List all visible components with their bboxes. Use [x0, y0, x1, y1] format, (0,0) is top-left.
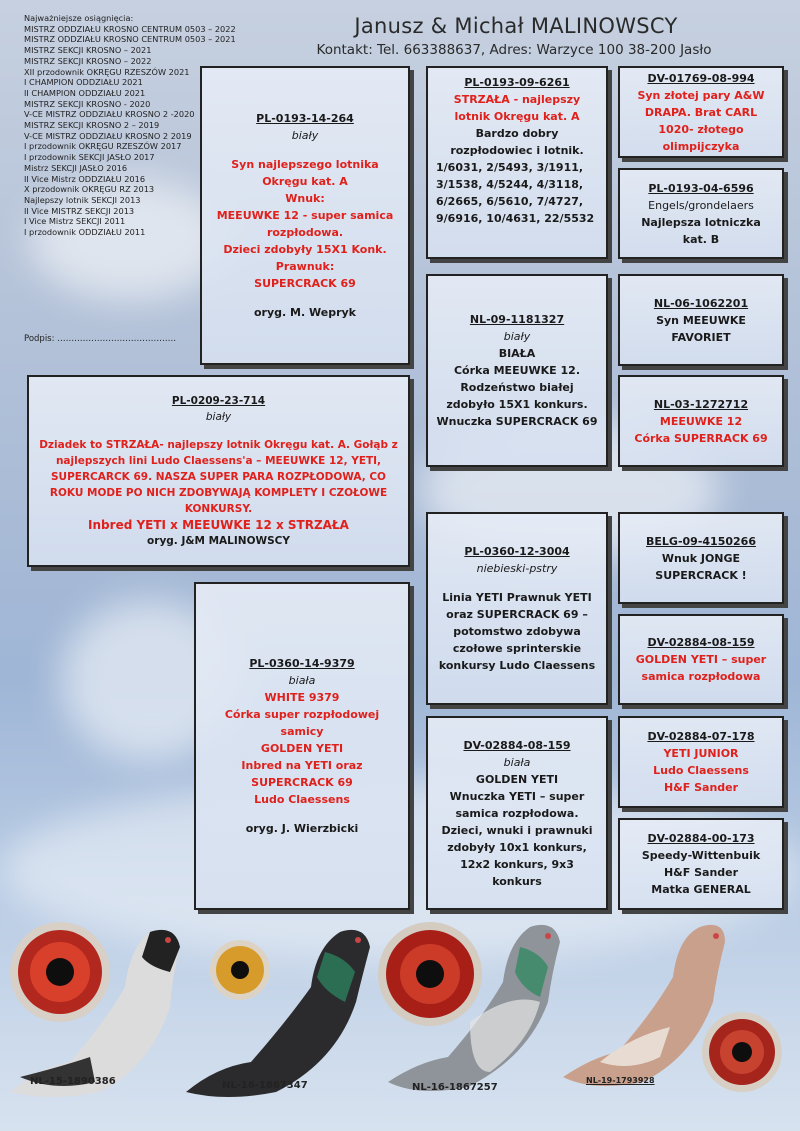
ring-number: NL-03-1272712 — [653, 397, 749, 411]
pigeon-eye-photo — [210, 940, 270, 1000]
origin: oryg. M. Wepryk — [254, 306, 356, 319]
great-grandmother-card — [618, 614, 784, 705]
bird-name: BIAŁA — [498, 347, 536, 360]
bird-description: Syn MEEUWKE FAVORIET — [656, 313, 746, 344]
ring-number: PL-0209-23-714 — [171, 395, 266, 407]
pedigree-line: MEEUWKE 12 - super samica rozpłodowa. — [216, 209, 394, 239]
origin: oryg. J&M MALINOWSCY — [147, 535, 290, 547]
bird-line: H&F Sander — [663, 781, 739, 794]
bird-description: Córka MEEUWKE 12. Rodzeństwo białej zdobyło 15X1 konkurs. Wnuczka SUPERCRACK 69 — [436, 364, 598, 428]
signature-line: Podpis: …………………………………… — [24, 334, 177, 344]
main-bird-card — [27, 375, 410, 567]
ring-number: PL-0360-14-9379 — [249, 657, 355, 670]
achievement-item: II Vice MISTRZ SEKCJI 2013 — [24, 205, 135, 216]
bird-line: Engels/grondelaers — [648, 198, 754, 212]
achievement-item: MISTRZ SEKCJI KROSNO - 2020 — [24, 98, 151, 109]
achievement-item: I Vice Mistrz SEKCJI 2011 — [24, 216, 126, 227]
ring-number: DV-02884-08-159 — [463, 738, 571, 752]
pedigree-line: SUPERCRACK 69 — [254, 277, 356, 290]
grandfather-card — [426, 66, 608, 259]
great-grandmother-card — [618, 818, 784, 910]
great-grandmother-card — [618, 168, 784, 259]
pedigree-line: GOLDEN YETI — [260, 742, 344, 755]
achievement-item: II Vice Mistrz ODDZIAŁU 2016 — [24, 173, 146, 184]
achievement-item: MISTRZ SEKCJI KROSNO – 2022 — [24, 55, 152, 66]
achievement-item: Najlepszy lotnik SEKCJI 2013 — [24, 194, 141, 205]
achievement-item: V-CE MISTRZ ODDZIAŁU KROSNO 2 2019 — [24, 130, 192, 141]
bird-color: biały — [291, 129, 319, 142]
bird-description: Syn złotej pary A&W DRAPA. Brat CARL 1020- złotego olimpijczyka — [637, 88, 765, 153]
bird-description: Córka SUPERRACK 69 — [634, 431, 768, 445]
bird-color: biała — [288, 674, 316, 687]
achievement-item: I przodownik SEKCJI JASŁO 2017 — [24, 152, 155, 163]
photo-caption: NL-19-1793928 — [586, 1076, 655, 1085]
pedigree-line: Inbred na YETI oraz — [241, 759, 363, 772]
bird-name: GOLDEN YETI — [475, 772, 559, 786]
bird-color: biały — [503, 330, 531, 343]
father-card — [200, 66, 410, 365]
bird-line: Ludo Claessens — [653, 764, 749, 777]
ring-number: DV-02884-00-173 — [647, 832, 755, 845]
pedigree-line: Wnuk: — [285, 192, 325, 205]
bird-description: Wnuczka YETI – super samica rozpłodowa. Dzieci, wnuki i prawnuki zdobyły 10x1 konkurs, 12x2 konkurs, 9x3 konkurs — [441, 789, 593, 888]
pigeon-eye-photo — [10, 922, 110, 1022]
achievement-item: Mistrz SEKCJI JASŁO 2016 — [24, 162, 128, 173]
bird-description: Bardzo dobry rozpłodowiec i lotnik. — [450, 127, 584, 157]
bird-description: Linia YETI Prawnuk YETI oraz SUPERCRACK 69 – potomstwo zdobywa czołowe sprinterskie konkursy Ludo Claessens — [438, 591, 596, 672]
achievement-item: I CHAMPION ODDZIAŁU 2021 — [24, 77, 143, 88]
achievement-item: II CHAMPION ODDZIAŁU 2021 — [24, 87, 146, 98]
pedigree-line: Okręgu kat. A — [262, 175, 348, 188]
achievement-item: MISTRZ ODDZIAŁU KROSNO CENTRUM 0503 – 2022 — [24, 23, 236, 34]
pigeon-photo — [563, 925, 725, 1086]
pigeon-photo — [186, 930, 370, 1097]
race-results: 1/6031, 2/5493, 3/1911, 3/1538, 4/5244, 4/3118, 6/2665, 6/5610, 7/4727, 9/6916, 10/4631, 22/5532 — [436, 161, 595, 225]
grandmother-card — [426, 716, 608, 910]
ring-number: PL-0193-14-264 — [256, 112, 354, 125]
achievement-item: I przodownik OKRĘGU RZESZÓW 2017 — [24, 141, 182, 152]
ring-number: NL-09-1181327 — [469, 313, 565, 326]
ring-number: DV-02884-08-159 — [647, 636, 755, 649]
ring-number: DV-02884-07-178 — [647, 730, 755, 743]
pedigree-line: SUPERCRACK 69 — [251, 776, 353, 789]
ring-number: BELG-09-4150266 — [646, 534, 756, 548]
bird-color: biała — [503, 755, 531, 769]
grandmother-card — [426, 274, 608, 467]
ring-number: PL-0193-09-6261 — [464, 76, 570, 89]
great-grandfather-card — [618, 716, 784, 808]
achievement-item: MISTRZ SEKCJI KROSNO – 2021 — [24, 45, 152, 56]
bird-description: Wnuk JONGE SUPERCRACK ! — [655, 551, 747, 582]
pedigree-line: Prawnuk: — [275, 260, 335, 273]
ring-number: PL-0193-04-6596 — [648, 181, 754, 195]
bird-title: STRZAŁA - najlepszy lotnik Okręgu kat. A — [453, 93, 581, 123]
bird-line: Matka GENERAL — [651, 883, 751, 896]
breeder-name: Janusz & Michał MALINOWSCY — [354, 14, 678, 38]
grandfather-card — [426, 512, 608, 705]
breeder-contact: Kontakt: Tel. 663388637, Adres: Warzyce 100 38-200 Jasło — [316, 42, 712, 58]
bird-color: niebieski-pstry — [476, 562, 558, 575]
bird-description: GOLDEN YETI – super samica rozpłodowa — [635, 653, 767, 683]
achievement-item: Najważniejsze osiągnięcia: — [24, 13, 134, 23]
pedigree-line: Ludo Claessens — [254, 793, 350, 806]
pedigree-line: Dzieci zdobyły 15X1 Konk. — [223, 243, 387, 256]
ring-number: DV-01769-08-994 — [647, 71, 755, 85]
bird-color: biały — [205, 411, 232, 423]
achievement-item: MISTRZ ODDZIAŁU KROSNO CENTRUM 0503 – 2021 — [24, 34, 236, 45]
bird-description: Dziadek to STRZAŁA- najlepszy lotnik Okręgu kat. A. Gołąb z najlepszych lini Ludo Claessens'a – MEEUWKE 12, YETI, SUPERCARCK 69. NASZA SUPER PARA ROZPŁODOWA, CO ROKU MODE PO NICH ZDOBYWAJĄ KOMPLETY I CZOŁOWE KONKURSY. — [39, 439, 398, 515]
achievement-item: I przodownik ODDZIAŁU 2011 — [24, 227, 146, 238]
photo-caption: NL-15-1890386 — [30, 1076, 116, 1087]
pigeon-photos — [0, 912, 800, 1131]
great-grandfather-card — [618, 274, 784, 366]
achievement-item: X przodownik OKRĘGU RZ 2013 — [24, 184, 155, 195]
pigeon-eye-photo — [378, 922, 482, 1026]
great-grandfather-card — [618, 66, 784, 158]
inbred-line: Inbred YETI x MEEUWKE 12 x STRZAŁA — [88, 518, 349, 532]
bird-line: H&F Sander — [663, 866, 739, 879]
achievement-item: MISTRZ SEKCJI KROSNO 2 – 2019 — [24, 120, 160, 131]
mother-card — [194, 582, 410, 910]
pedigree-line: Córka super rozpłodowej samicy — [224, 708, 380, 738]
bird-line: Speedy-Wittenbuik — [641, 849, 761, 862]
bird-name: MEEUWKE 12 — [659, 414, 743, 428]
photo-caption: NL-16-1867257 — [412, 1082, 498, 1093]
pigeon-eye-photo — [702, 1012, 782, 1092]
ring-number: NL-06-1062201 — [653, 296, 749, 310]
great-grandfather-card — [618, 512, 784, 604]
achievement-item: XII przodownik OKRĘGU RZESZÓW 2021 — [24, 66, 190, 77]
bird-name: YETI JUNIOR — [663, 747, 739, 760]
pedigree-line: Syn najlepszego lotnika — [231, 158, 379, 171]
bird-description: Najlepsza lotniczka kat. B — [641, 215, 761, 246]
ring-number: PL-0360-12-3004 — [464, 545, 570, 558]
origin: oryg. J. Wierzbicki — [245, 822, 359, 835]
achievement-item: V-CE MISTRZ ODDZIAŁU KROSNO 2 -2020 — [24, 109, 195, 120]
great-grandmother-card — [618, 375, 784, 467]
pedigree-line: WHITE 9379 — [264, 691, 340, 704]
photo-caption: NL-16-1867347 — [222, 1080, 308, 1091]
